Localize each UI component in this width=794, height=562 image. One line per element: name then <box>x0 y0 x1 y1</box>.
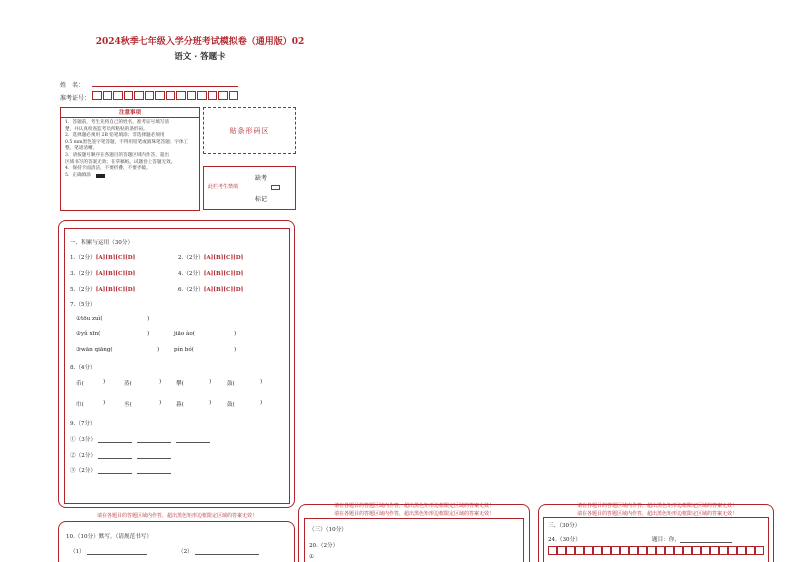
right-warning-1: 请在各题目的答题区域内作答，超出黑色矩形边框限定区域的答案无效！ <box>576 503 737 509</box>
mc-question-5: 5.（2分）[A][B][C][D] <box>70 287 136 293</box>
notice-line: 区域书写的答案无效；在草稿纸、试题卷上答题无效。 <box>65 159 176 165</box>
mark-label: 标记 <box>255 196 268 203</box>
card-subtitle: 语文 · 答题卡 <box>174 52 226 62</box>
q8-r2-c-close: ) <box>209 400 212 406</box>
name-field[interactable] <box>92 79 238 87</box>
mc-question-3: 3.（2分）[A][B][C][D] <box>70 271 136 277</box>
q7-label: 7.（5分） <box>70 302 96 308</box>
right-warning-2: 请在各题目的答题区域内作答，超出黑色矩形边框限定区域的答案无效！ <box>576 511 737 517</box>
q8-r1-d-close: ) <box>260 379 263 385</box>
q8-r1-a-close: ) <box>103 379 106 385</box>
q10-blank-1: （1） <box>70 547 147 555</box>
q9-label: 9.（7分） <box>70 421 96 427</box>
q7-item-1-close: ) <box>147 316 150 322</box>
q8-r2-b: 丞( <box>124 402 132 408</box>
composition-grid-row[interactable] <box>548 546 764 555</box>
mid-warning-2: 请在各题目的答题区域内作答，超出黑色矩形边框限定区域的答案无效！ <box>333 511 494 517</box>
q24-topic: 题目：你， <box>652 535 732 543</box>
absent-label: 缺考 <box>255 175 268 182</box>
notice-line: 楚，并认真检查监考员所粘贴的条形码。 <box>65 126 148 132</box>
barcode-label: 贴条形码区 <box>229 126 270 135</box>
barcode-area <box>203 107 296 154</box>
q8-r2-b-close: ) <box>159 400 162 406</box>
q7-item-4-close: ) <box>157 347 160 353</box>
q8-r2-d-close: ) <box>260 400 263 406</box>
notice-line: 2．选择题必须用 2B 铅笔填涂；非选择题必须用 <box>65 133 165 139</box>
id-number-boxes[interactable] <box>92 91 239 100</box>
q8-r1-d: 鼓( <box>227 381 235 387</box>
q7-item-1: ①tōu zuì( <box>76 316 103 322</box>
mc-question-1: 1.（2分）[A][B][C][D] <box>70 255 136 261</box>
mc-options-5[interactable]: [A][B][C][D] <box>95 287 136 293</box>
q20-label: 20.（2分） <box>309 543 339 549</box>
q7-item-2-close: ) <box>147 331 150 337</box>
mc-options-6[interactable]: [A][B][C][D] <box>203 287 244 293</box>
notice-line: 0.5 mm黑色签字笔答题，不得用铅笔或圆珠笔答题；字体工整、笔迹清晰。 <box>65 139 189 152</box>
notice-box <box>60 107 200 211</box>
section1-warning: 请在各题目的答题区域内作答，超出黑色矩形边框限定区域的答案无效！ <box>96 513 257 519</box>
filled-example-mark <box>96 174 105 178</box>
q8-r2-c: 暮( <box>176 402 184 408</box>
notice-body <box>61 118 199 181</box>
mc-options-3[interactable]: [A][B][C][D] <box>95 271 136 277</box>
q7-item-5-close: ) <box>234 347 237 353</box>
q10-label: 10.（10分）默写。（请规范书写） <box>66 534 152 540</box>
q8-r2-a-close: ) <box>103 400 106 406</box>
mc-question-2: 2.（2分）[A][B][C][D] <box>178 255 244 261</box>
q10-blank-2: （2） <box>178 547 259 555</box>
mc-options-2[interactable]: [A][B][C][D] <box>203 255 244 261</box>
absent-note: 此栏考生禁填 <box>208 184 239 190</box>
q8-r1-b: 蒸( <box>124 381 132 387</box>
q7-item-3: jiāo ào( <box>174 331 195 337</box>
q8-r1-b-close: ) <box>159 379 162 385</box>
notice-line: 3．请按题号顺序在各题目的答题区域内作答，超出 <box>65 152 169 158</box>
q9-row-2: ②（2分） <box>70 451 171 459</box>
mc-question-6: 6.（2分）[A][B][C][D] <box>178 287 244 293</box>
q7-item-5: pín bó( <box>174 347 194 353</box>
q9-row-1: ①（3分） <box>70 435 210 443</box>
notice-line: 4．保持卡面清洁，不要折叠、不要弄破。 <box>65 166 151 172</box>
q8-label: 8.（4分） <box>70 365 96 371</box>
section1-heading: 一、积累与运用（30分） <box>70 240 134 246</box>
q8-r2-a: 巾( <box>76 402 84 408</box>
q8-r1-a: 币( <box>76 381 84 387</box>
mc-options-4[interactable]: [A][B][C][D] <box>203 271 244 277</box>
section2-frame <box>58 521 295 562</box>
q7-item-4: ③wān qiāng( <box>76 347 113 353</box>
q8-r1-c: 攀( <box>176 381 184 387</box>
notice-line: 5．正确填涂 <box>65 173 195 180</box>
q9-row-3: ③（2分） <box>70 466 171 474</box>
id-label: 准考证号： <box>60 95 91 102</box>
q7-item-3-close: ) <box>234 331 237 337</box>
notice-line: 1．答题前，考生先将自己的姓名、准考证号填写清 <box>65 120 169 125</box>
name-label: 姓 名： <box>60 82 85 89</box>
exam-title: 2024秋季七年级入学分班考试模拟卷（通用版）02 <box>95 37 305 47</box>
mid-warning-1: 请在各题目的答题区域内作答，超出黑色矩形边框限定区域的答案无效！ <box>333 503 494 509</box>
mc-question-4: 4.（2分）[A][B][C][D] <box>178 271 244 277</box>
right-heading: 三、（30分） <box>548 523 581 529</box>
notice-heading: 注意事项 <box>61 108 199 118</box>
q24-label: 24.（30分） <box>548 537 581 543</box>
mc-options-1[interactable]: [A][B][C][D] <box>95 255 136 261</box>
q7-item-2: ②yǔ xīn( <box>76 331 101 337</box>
q20-item-1: ① <box>309 554 315 560</box>
q8-r1-c-close: ) <box>209 379 212 385</box>
mid-heading: （三）（10分） <box>309 527 347 533</box>
absent-checkbox[interactable] <box>271 185 280 190</box>
q8-r2-d: 鼓( <box>227 402 235 408</box>
